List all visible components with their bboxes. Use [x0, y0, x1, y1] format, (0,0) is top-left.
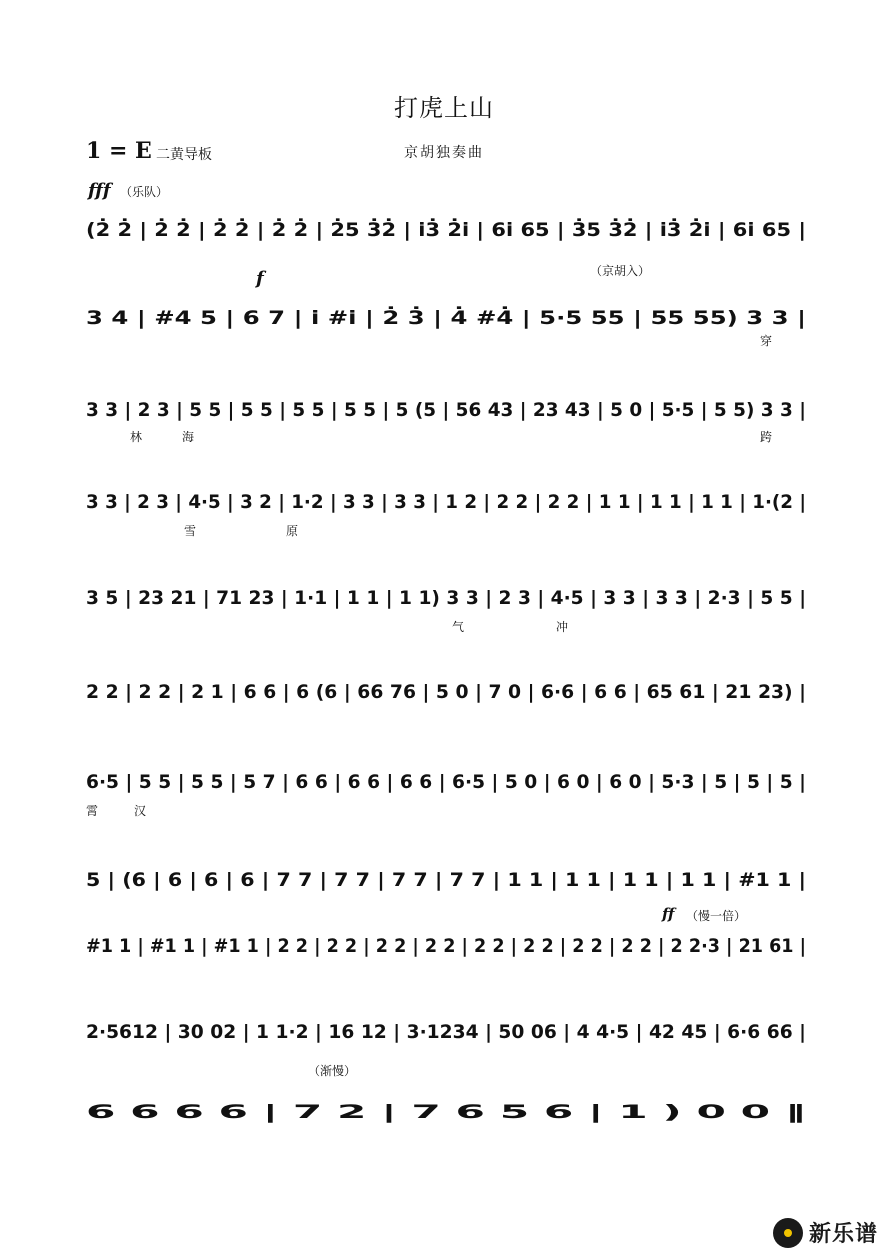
score-row [84, 480, 808, 520]
lyric-char: 雪 [184, 524, 197, 538]
lyric-char: 汉 [134, 804, 147, 818]
notation-text: 3 5 | 23 21 | 71 23 | 1·1 | 1 1 | 1 1) 3 3 | 2 3 | 4·5 | 3 3 | 3 3 | 2·3 | 5 5 | [86, 587, 806, 609]
lyric-char: 跨 [760, 430, 773, 444]
lyric-char: 霄 [86, 804, 99, 818]
score-row [84, 296, 808, 336]
lyric-char: 原 [286, 524, 299, 538]
record-icon [773, 1218, 803, 1248]
notation-svg [84, 1018, 808, 1044]
jinghu-entry-marking: （京胡入） [590, 264, 651, 278]
page-title: 打虎上山 [394, 94, 494, 122]
score-row [84, 388, 808, 428]
subtitle: 京胡独奏曲 [404, 145, 484, 161]
slow-double-marking: （慢一倍） [686, 909, 747, 923]
score-row [84, 208, 808, 248]
dynamic-f: f [256, 268, 264, 289]
notation-line [84, 768, 808, 794]
notation-svg [84, 584, 808, 610]
notation-line [84, 1098, 808, 1124]
notation-text: 2·5612 | 30 02 | 1 1·2 | 16 12 | 3·1234 | 50 06 | 4 4·5 | 42 45 | 6·6 66 | [86, 1021, 806, 1043]
notation-text: 3 3 | 2 3 | 4·5 | 3 2 | 1·2 | 3 3 | 3 3 | 1 2 | 2 2 | 2 2 | 1 1 | 1 1 | 1 1 | 1·(2 | [86, 491, 806, 513]
notation-svg [84, 866, 808, 892]
notation-line [84, 216, 808, 242]
notation-line [84, 678, 808, 704]
notation-text: #1 1 | #1 1 | #1 1 | 2 2 | 2 2 | 2 2 | 2 2 | 2 2 | 2 2 | 2 2 | 2 2 | 2 2·3 | 21 61 | [86, 935, 806, 957]
notation-text: 3 3 | 2 3 | 5 5 | 5 5 | 5 5 | 5 5 | 5 (5 | 56 43 | 23 43 | 5 0 | 5·5 | 5 5) 3 3 | [86, 399, 806, 421]
gradual-slow-marking: （渐慢） [308, 1064, 357, 1078]
notation-svg [84, 1098, 808, 1124]
notation-svg [84, 768, 808, 794]
notation-text: 6 6 6 6 | 7 2 | 7 6 5 6 | 1 ) 0 0 ‖ [86, 1101, 806, 1123]
notation-line [84, 488, 808, 514]
dynamic-ff: ff [662, 905, 675, 923]
notation-text: 2 2 | 2 2 | 2 1 | 6 6 | 6 (6 | 66 76 | 5 0 | 7 0 | 6·6 | 6 6 | 65 61 | 21 23) | [86, 681, 806, 703]
score-row [84, 858, 808, 898]
notation-text: (2̇ 2̇ | 2̇ 2̇ | 2̇ 2̇ | 2̇ 2̇ | 2̇5 3̇2̇ | i3̇ 2̇i | 6i 65 | 3̇5 3̇2̇ | i3̇ 2̇i | 6i 65 | [86, 219, 739, 241]
notation-svg [84, 932, 808, 958]
score-row [84, 924, 808, 964]
notation-line [84, 396, 808, 422]
lyric-char: 气 [452, 620, 465, 634]
notation-text: 3 4 | #4 5 | 6 7 | i #i | 2̇ 3̇ | 4̇ #4̇ | 5·5 55 | 55 55) 3 3 | [86, 307, 648, 329]
mode-label: 二黄导板 [156, 147, 212, 163]
key-signature: 1 = E [86, 138, 152, 164]
notation-line [84, 932, 808, 958]
lyric-char: 海 [182, 430, 195, 444]
notation-text: 6·5 | 5 5 | 5 5 | 5 7 | 6 6 | 6 6 | 6 6 | 6·5 | 5 0 | 6 0 | 6 0 | 5·3 | 5 | 5 | 5 | [86, 771, 806, 793]
score-row [84, 1090, 808, 1130]
score-row [84, 670, 808, 710]
notation-line [84, 1018, 808, 1044]
lyric-char: 林 [130, 430, 143, 444]
notation-svg [84, 216, 808, 242]
notation-svg [84, 488, 808, 514]
notation-text: 5 | (6 | 6 | 6 | 6 | 7 7 | 7 7 | 7 7 | 7 7 | 1 1 | 1 1 | 1 1 | 1 1 | #1 1 | [86, 869, 806, 891]
notation-svg [84, 396, 808, 422]
notation-line [84, 584, 808, 610]
notation-svg [84, 678, 808, 704]
notation-line [84, 304, 808, 330]
lyric-char: 穿 [760, 334, 773, 348]
band-marking: （乐队） [120, 185, 169, 199]
watermark-logo [773, 1217, 878, 1248]
notation-line [84, 866, 808, 892]
lyric-char: 冲 [556, 620, 569, 634]
score-row [84, 760, 808, 800]
notation-svg [84, 304, 808, 330]
dynamic-fff: fff [88, 180, 111, 201]
score-row [84, 1010, 808, 1050]
score-row [84, 576, 808, 616]
watermark-text: 新乐谱 [808, 1222, 878, 1247]
